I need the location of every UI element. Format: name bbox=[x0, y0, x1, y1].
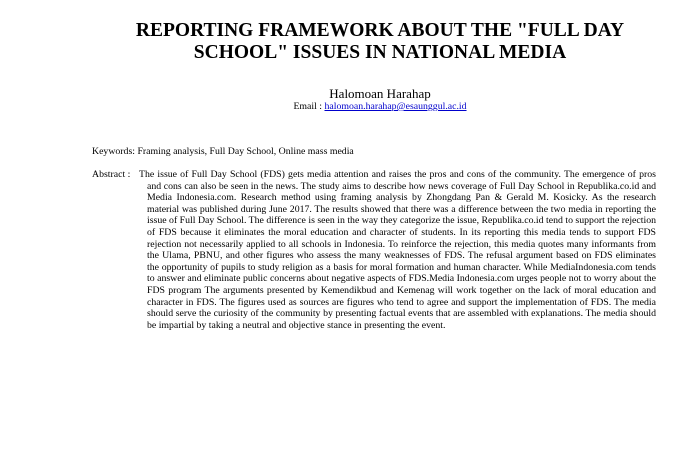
paper-title bbox=[100, 20, 660, 64]
author-name: Halomoan Harahap bbox=[329, 86, 431, 101]
email-label: Email : bbox=[293, 101, 325, 112]
keywords: Keywords: Framing analysis, Full Day School, Online mass media bbox=[92, 146, 354, 157]
author-email bbox=[100, 101, 660, 113]
title-line-2: SCHOOL" ISSUES IN NATIONAL MEDIA bbox=[193, 42, 567, 63]
abstract-label: Abstract : bbox=[92, 169, 131, 180]
email-link[interactable]: halomoan.harahap@esaunggul.ac.id bbox=[324, 101, 467, 112]
title-line-1: REPORTING FRAMEWORK ABOUT THE "FULL DAY bbox=[135, 20, 625, 41]
abstract-text: The issue of Full Day School (FDS) gets media attention and raises the pros and cons of the community. The emergence of pros and cons can also be seen in the news. The study aims to describe how news coverage of Full Day School in Republika.co.id and Media Indonesia.com. Research method using framing analysis by Zhongdang Pan & Gerald M. Kosicky. As the research material was published during June 2017. The results showed that there was a difference between the two media in reporting the issue of Full Day School. The difference is seen in the way they categorize the issue, Republika.co.id tend to support the rejection of FDS because it eliminates the moral education and character of students. In its reporting this media tends to support FDS rejection not necessarily applied to all schools in Indonesia. To reinforce the rejection, this media quotes many informants from the Ulama, PBNU, and other figures who assess the many weaknesses of FDS. The refusal argument based on FDS eliminates the opportunity of pupils to study religion as a basis for moral formation and human character. While MediaIndonesia.com tends to answer and eliminate public concerns about negative aspects of FDS.Media Indonesia.com urges people not to worry about the FDS program The arguments presented by Kemendikbud and Kemenag will work together on the lack of moral education and character in FDS. The figures used as sources are figures who tend to agree and support the implementation of FDS. The media should serve the curiosity of the community by presenting factual events that are assembled with explanations. The media should be impartial by taking a neutral and objective stance in presenting the event. bbox=[139, 169, 656, 331]
